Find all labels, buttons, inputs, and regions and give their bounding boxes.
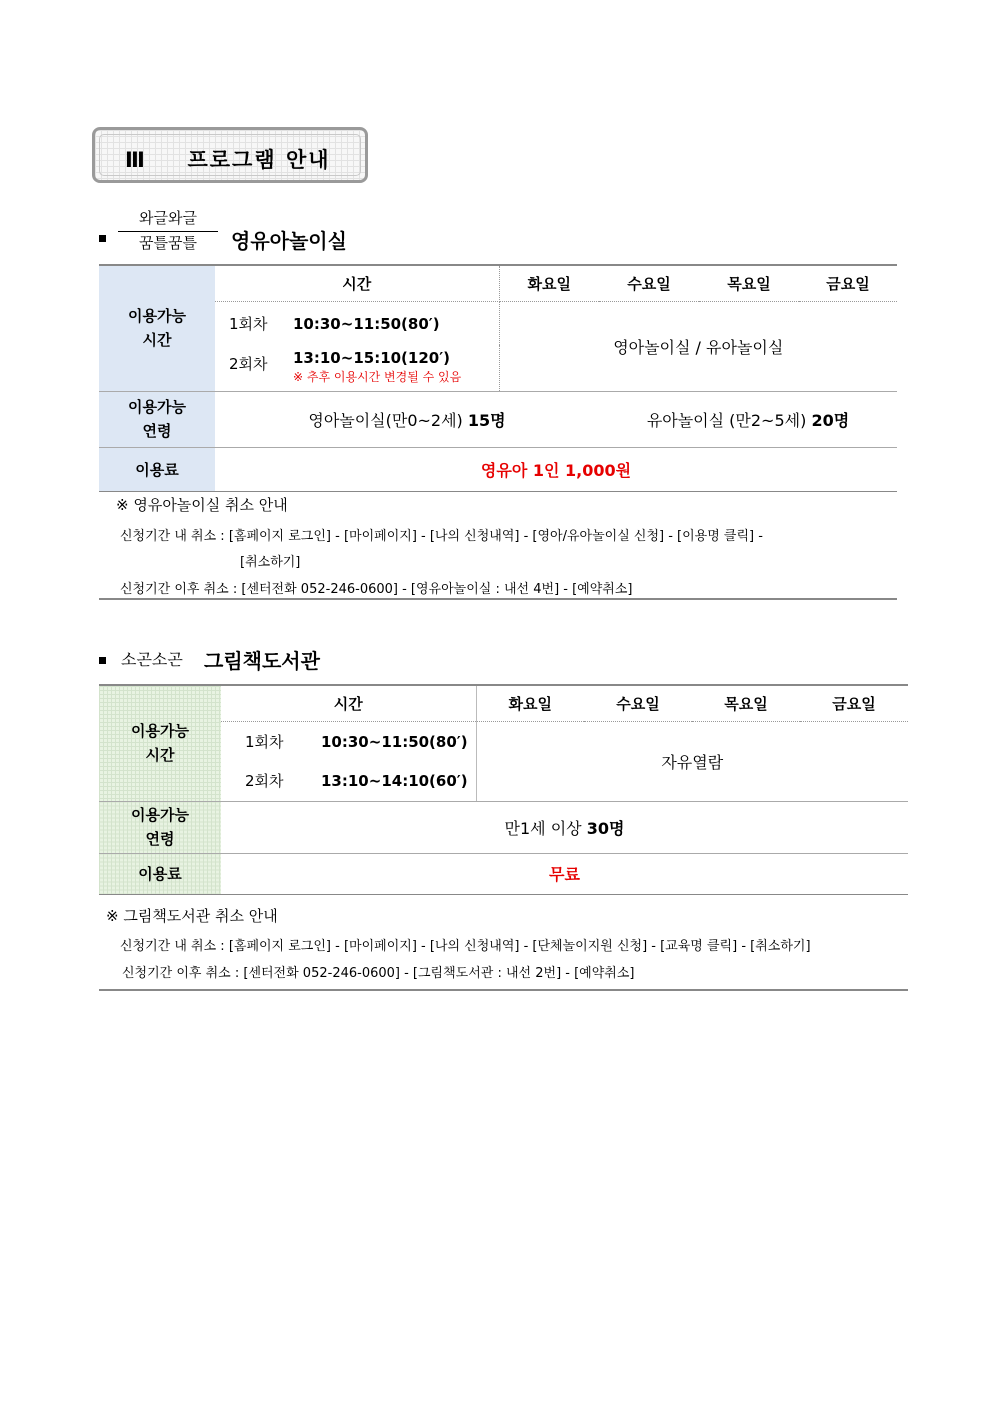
program1-time-note: ※ 추후 이용시간 변경될 수 있음 [293, 370, 462, 385]
program1-fee: 영유아 1인 1,000원 [215, 447, 897, 491]
program1-bottom-rule [99, 598, 897, 600]
program2-fee-label: 이용료 [99, 853, 221, 894]
program2-session-1 [221, 721, 476, 761]
age-count: 30명 [586, 818, 625, 838]
program2-prefix: 소곤소곤 [121, 650, 183, 669]
program1-age-toddler [599, 391, 897, 447]
program1-time-label: 이용가능 시간 [99, 265, 215, 391]
program1-age-infant [215, 391, 599, 447]
program1-day-tue: 화요일 [499, 265, 599, 301]
program1-subtitle [118, 208, 218, 253]
program2-day-thu: 목요일 [692, 685, 800, 721]
program1-cancel-title: ※ 영유아놀이실 취소 안내 [116, 496, 288, 514]
age-infant-count: 15명 [467, 410, 506, 430]
program1-session-2 [215, 345, 499, 391]
program1-rooms: 영아놀이실 / 유아놀이실 [499, 301, 897, 391]
program2-age [221, 801, 908, 853]
session-time: 10:30~11:50(80′) [293, 314, 440, 333]
program2-cancel-line2: 신청기간 이후 취소 : [센터전화 052-246-0600] - [그림책도서관 : 내선 2번] - [예약취소] [122, 966, 635, 981]
session-label: 2회차 [245, 772, 284, 791]
age-toddler-text: 유아놀이실 (만2~5세) [646, 410, 807, 430]
bullet-icon [99, 235, 106, 242]
session-time: 13:10~15:10(120′) [293, 349, 451, 368]
program2-time-header: 시간 [221, 685, 476, 721]
program1-time-header: 시간 [215, 265, 499, 301]
fraction-divider [118, 231, 218, 232]
program1-title-bottom: 꿈틀꿈틀 [139, 234, 197, 252]
section-title-text: 프로그램 안내 [187, 148, 331, 172]
program2-cancel-title: ※ 그림책도서관 취소 안내 [106, 907, 278, 925]
program2-time-label: 이용가능 시간 [99, 685, 221, 801]
program2-fee: 무료 [221, 853, 908, 894]
program1-title-top: 와글와글 [139, 209, 197, 227]
program2-day-fri: 금요일 [800, 685, 908, 721]
program2-free-view: 자유열람 [476, 721, 908, 801]
session-time: 13:10~14:10(60′) [321, 772, 468, 791]
program1-cancel-line1b: [취소하기] [240, 555, 301, 570]
program2-table [99, 684, 908, 895]
age-text: 만1세 이상 [504, 818, 582, 838]
program2-bottom-rule [99, 989, 908, 991]
age-toddler-count: 20명 [811, 410, 850, 430]
session-label: 2회차 [229, 355, 268, 374]
program1-age-label: 이용가능 연령 [99, 391, 215, 447]
program2-title: 그림책도서관 [204, 649, 320, 673]
program2-day-tue: 화요일 [476, 685, 584, 721]
session-time: 10:30~11:50(80′) [321, 732, 468, 751]
program1-cancel-line1: 신청기간 내 취소 : [홈페이지 로그인] - [마이페이지] - [나의 신청내역] - [영아/유아놀이실 신청] - [이용명 클릭] - [120, 529, 763, 544]
program2-session-2 [221, 761, 476, 801]
age-infant-text: 영아놀이실(만0~2세) [308, 410, 463, 430]
program1-session-1 [215, 301, 499, 345]
program2-cancel-line1: 신청기간 내 취소 : [홈페이지 로그인] - [마이페이지] - [나의 신청내역] - [단체놀이지원 신청] - [교육명 클릭] - [취소하기] [120, 939, 811, 954]
section-title [125, 144, 331, 174]
program1-day-fri: 금요일 [799, 265, 897, 301]
program2-age-label: 이용가능 연령 [99, 801, 221, 853]
session-label: 1회차 [229, 314, 268, 333]
program1-fee-label: 이용료 [99, 447, 215, 491]
program2-day-wed: 수요일 [584, 685, 692, 721]
program1-table [99, 264, 897, 492]
program1-day-wed: 수요일 [599, 265, 699, 301]
session-label: 1회차 [245, 732, 284, 751]
bullet-icon [99, 657, 106, 664]
program1-title: 영유아놀이실 [231, 229, 347, 253]
program1-day-thu: 목요일 [699, 265, 799, 301]
program1-cancel-line2: 신청기간 이후 취소 : [센터전화 052-246-0600] - [영유아놀이실 : 내선 4번] - [예약취소] [120, 582, 633, 597]
section-header-box [92, 127, 368, 183]
section-number: Ⅲ [125, 148, 147, 172]
